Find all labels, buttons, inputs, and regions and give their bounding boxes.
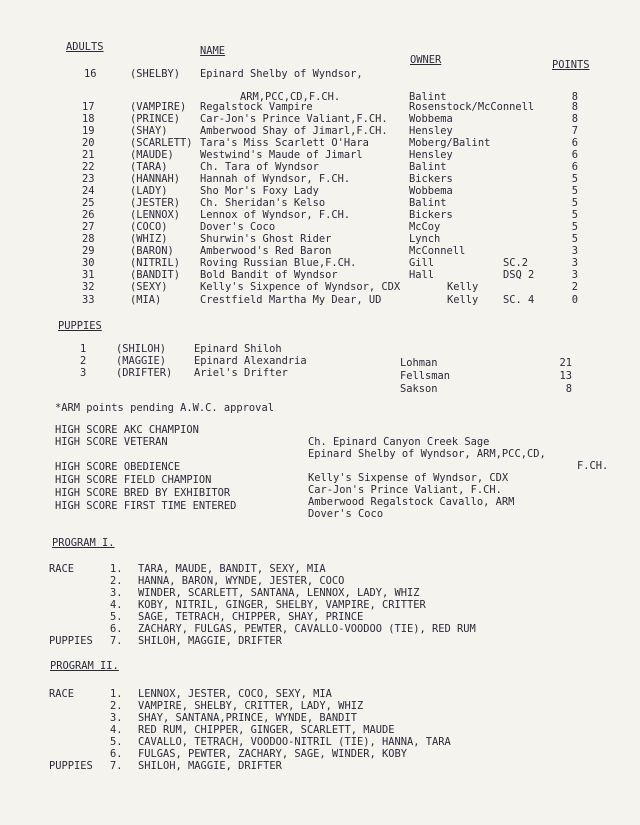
race-entries: VAMPIRE, SHELBY, CRITTER, LADY, WHIZ	[138, 700, 364, 712]
adult-call-name: (NITRIL)	[130, 257, 181, 269]
race-entries: RED RUM, CHIPPER, GINGER, SCARLETT, MAUDE	[138, 724, 395, 736]
adult-registered-name: Car-Jon's Prince Valiant,F.CH.	[200, 113, 388, 125]
adult-owner: Hensley	[409, 149, 453, 161]
adult-call-name: (BANDIT)	[130, 269, 181, 281]
points-header: POINTS	[552, 59, 590, 71]
adult-number: 27	[82, 221, 95, 233]
puppy-points: 21	[559, 357, 572, 369]
adult-points: 8	[571, 101, 578, 113]
award-winner: Car-Jon's Prince Valiant, F.CH.	[308, 484, 502, 496]
race-number: 6.	[110, 748, 123, 760]
adult-registered-name: Kelly's Sixpence of Wyndsor, CDX	[200, 281, 401, 293]
program2-title: PROGRAM II.	[50, 660, 119, 672]
adult-owner: McCoy	[409, 221, 441, 233]
adult-registered-name: ARM,PCC,CD,F.CH.	[240, 91, 341, 103]
adult-note: DSQ 2	[503, 269, 535, 281]
adult-registered-name: Ch. Tara of Wyndsor	[200, 161, 319, 173]
adult-owner: Balint	[409, 197, 447, 209]
owner-header: OWNER	[410, 54, 442, 66]
adult-number: 32	[82, 281, 95, 293]
adult-call-name: (HANNAH)	[130, 173, 181, 185]
adult-call-name: (COCO)	[130, 221, 168, 233]
adult-number: 24	[82, 185, 95, 197]
adult-owner: Kelly	[447, 281, 479, 293]
race-entries: SHAY, SANTANA,PRINCE, WYNDE, BANDIT	[138, 712, 357, 724]
race-number: 4.	[110, 724, 123, 736]
adult-registered-name: Dover's Coco	[200, 221, 276, 233]
award-winner: Amberwood Regalstock Cavallo, ARM	[308, 496, 515, 508]
adult-number: 23	[82, 173, 95, 185]
adults-header: ADULTS	[66, 41, 104, 53]
program1-title: PROGRAM I.	[52, 537, 115, 549]
puppies-header: PUPPIES	[58, 320, 102, 332]
adult-call-name: (VAMPIRE)	[130, 101, 187, 113]
adult-points: 5	[571, 233, 578, 245]
adult-points: 6	[571, 137, 578, 149]
race-entries: SHILOH, MAGGIE, DRIFTER	[138, 635, 282, 647]
adult-owner: Moberg/Balint	[409, 137, 491, 149]
adult-note: SC.2	[503, 257, 529, 269]
adult-call-name: (WHIZ)	[130, 233, 168, 245]
adult-call-name: (SCARLETT)	[130, 137, 193, 149]
adult-owner: McConnell	[409, 245, 466, 257]
puppy-call-name: (MAGGIE)	[116, 355, 167, 367]
adult-owner: Balint	[409, 91, 447, 103]
adult-points: 5	[571, 185, 578, 197]
adult-owner: Wobbema	[409, 185, 453, 197]
adult-points: 6	[571, 149, 578, 161]
adult-call-name: (LADY)	[130, 185, 168, 197]
race-number: 5.	[110, 611, 123, 623]
race-entries: CAVALLO, TETRACH, VOODOO-NITRIL (TIE), HANNA, TARA	[138, 736, 451, 748]
adult-number: 28	[82, 233, 95, 245]
adult-owner: Wobbema	[409, 113, 453, 125]
race-number: 3.	[110, 712, 123, 724]
race-number: 5.	[110, 736, 123, 748]
award-winner: Epinard Shelby of Wyndsor, ARM,PCC,CD,	[308, 448, 546, 460]
adult-points: 5	[571, 209, 578, 221]
race-number: 3.	[110, 587, 123, 599]
race-group: PUPPIES	[49, 635, 93, 647]
adult-owner: Hensley	[409, 125, 453, 137]
adult-registered-name: Regalstock Vampire	[200, 101, 313, 113]
puppy-registered-name: Epinard Shiloh	[194, 343, 282, 355]
adult-owner: Bickers	[409, 173, 453, 185]
adult-number: 30	[82, 257, 95, 269]
race-number: 7.	[110, 635, 123, 647]
puppy-registered-name: Epinard Alexandria	[194, 355, 307, 367]
adult-call-name: (MIA)	[130, 294, 162, 306]
race-entries: TARA, MAUDE, BANDIT, SEXY, MIA	[138, 563, 326, 575]
adult-number: 33	[82, 294, 95, 306]
adult-registered-name: Bold Bandit of Wyndsor	[200, 269, 338, 281]
adult-owner: Gill	[409, 257, 435, 269]
adult-number: 19	[82, 125, 95, 137]
race-entries: LENNOX, JESTER, COCO, SEXY, MIA	[138, 688, 332, 700]
adult-number: 16	[84, 68, 97, 80]
puppy-number: 3	[80, 367, 87, 379]
race-group: RACE	[49, 688, 75, 700]
race-number: 7.	[110, 760, 123, 772]
adult-number: 29	[82, 245, 95, 257]
puppy-owner: Lohman	[400, 357, 438, 369]
race-entries: KOBY, NITRIL, GINGER, SHELBY, VAMPIRE, CRITTER	[138, 599, 426, 611]
race-number: 4.	[110, 599, 123, 611]
puppy-registered-name: Ariel's Drifter	[194, 367, 288, 379]
adult-owner: Rosenstock/McConnell	[409, 101, 535, 113]
adult-points: 6	[571, 161, 578, 173]
award-winner: F.CH.	[577, 460, 609, 472]
adult-points: 8	[571, 91, 578, 103]
adult-call-name: (PRINCE)	[130, 113, 181, 125]
adult-points: 2	[571, 281, 578, 293]
adult-call-name: (JESTER)	[130, 197, 181, 209]
puppy-number: 2	[80, 355, 87, 367]
adult-call-name: (LENNOX)	[130, 209, 181, 221]
adult-registered-name: Shurwin's Ghost Rider	[200, 233, 332, 245]
adult-owner: Kelly	[447, 294, 479, 306]
award-label: HIGH SCORE FIRST TIME ENTERED	[55, 500, 237, 512]
adult-owner: Lynch	[409, 233, 441, 245]
race-entries: SAGE, TETRACH, CHIPPER, SHAY, PRINCE	[138, 611, 364, 623]
adult-points: 5	[571, 173, 578, 185]
puppy-points: 8	[565, 383, 572, 395]
adult-owner: Balint	[409, 161, 447, 173]
adult-points: 3	[571, 269, 578, 281]
race-number: 1.	[110, 563, 123, 575]
puppy-owner: Fellsman	[400, 370, 451, 382]
adult-points: 7	[571, 125, 578, 137]
adult-number: 17	[82, 101, 95, 113]
award-label: HIGH SCORE FIELD CHAMPION	[55, 474, 212, 486]
adult-registered-name: Tara's Miss Scarlett O'Hara	[200, 137, 369, 149]
adult-number: 20	[82, 137, 95, 149]
award-winner: Kelly's Sixpense of Wyndsor, CDX	[308, 472, 509, 484]
race-entries: SHILOH, MAGGIE, DRIFTER	[138, 760, 282, 772]
adult-points: 5	[571, 197, 578, 209]
arm-note: *ARM points pending A.W.C. approval	[55, 402, 274, 414]
name-header: NAME	[200, 45, 226, 57]
race-entries: WINDER, SCARLETT, SANTANA, LENNOX, LADY, WHIZ	[138, 587, 420, 599]
award-label: HIGH SCORE OBEDIENCE	[55, 461, 181, 473]
adult-number: 18	[82, 113, 95, 125]
adult-owner: Bickers	[409, 209, 453, 221]
race-group: PUPPIES	[49, 760, 93, 772]
adult-number: 26	[82, 209, 95, 221]
adult-number: 21	[82, 149, 95, 161]
award-label: HIGH SCORE AKC CHAMPION	[55, 424, 199, 436]
adult-registered-name: Roving Russian Blue,F.CH.	[200, 257, 357, 269]
adult-number: 31	[82, 269, 95, 281]
adult-points: 3	[571, 257, 578, 269]
adult-number: 25	[82, 197, 95, 209]
adult-call-name: (SEXY)	[130, 281, 168, 293]
adult-number: 22	[82, 161, 95, 173]
puppy-number: 1	[80, 343, 87, 355]
adult-registered-name: Ch. Sheridan's Kelso	[200, 197, 326, 209]
adult-points: 0	[571, 294, 578, 306]
adult-registered-name: Westwind's Maude of Jimarl	[200, 149, 363, 161]
adult-points: 3	[571, 245, 578, 257]
race-number: 2.	[110, 575, 123, 587]
adult-call-name: (BARON)	[130, 245, 174, 257]
race-number: 2.	[110, 700, 123, 712]
adult-points: 5	[571, 221, 578, 233]
puppy-call-name: (DRIFTER)	[116, 367, 173, 379]
adult-call-name: (TARA)	[130, 161, 168, 173]
adult-registered-name: Amberwood's Red Baron	[200, 245, 332, 257]
adult-registered-name: Hannah of Wyndsor, F.CH.	[200, 173, 351, 185]
race-number: 6.	[110, 623, 123, 635]
adult-owner: Hall	[409, 269, 435, 281]
race-entries: FULGAS, PEWTER, ZACHARY, SAGE, WINDER, KOBY	[138, 748, 407, 760]
award-label: HIGH SCORE BRED BY EXHIBITOR	[55, 487, 231, 499]
puppy-call-name: (SHILOH)	[116, 343, 167, 355]
adult-note: SC. 4	[503, 294, 535, 306]
adult-registered-name: Sho Mor's Foxy Lady	[200, 185, 319, 197]
puppy-points: 13	[559, 370, 572, 382]
adult-registered-name: Lennox of Wyndsor, F.CH.	[200, 209, 351, 221]
adult-call-name: (MAUDE)	[130, 149, 174, 161]
adult-points: 8	[571, 113, 578, 125]
adult-call-name: (SHAY)	[130, 125, 168, 137]
race-entries: HANNA, BARON, WYNDE, JESTER, COCO	[138, 575, 345, 587]
adult-registered-name: Crestfield Martha My Dear, UD	[200, 294, 382, 306]
puppy-owner: Sakson	[400, 383, 438, 395]
adult-registered-name: Amberwood Shay of Jimarl,F.CH.	[200, 125, 388, 137]
award-label: HIGH SCORE VETERAN	[55, 436, 168, 448]
award-winner: Dover's Coco	[308, 508, 384, 520]
adult-call-name: (SHELBY)	[130, 68, 181, 80]
award-winner: Ch. Epinard Canyon Creek Sage	[308, 436, 490, 448]
race-number: 1.	[110, 688, 123, 700]
race-entries: ZACHARY, FULGAS, PEWTER, CAVALLO-VOODOO (TIE), RED RUM	[138, 623, 476, 635]
adult-registered-name: Epinard Shelby of Wyndsor,	[200, 68, 363, 80]
race-group: RACE	[49, 563, 75, 575]
